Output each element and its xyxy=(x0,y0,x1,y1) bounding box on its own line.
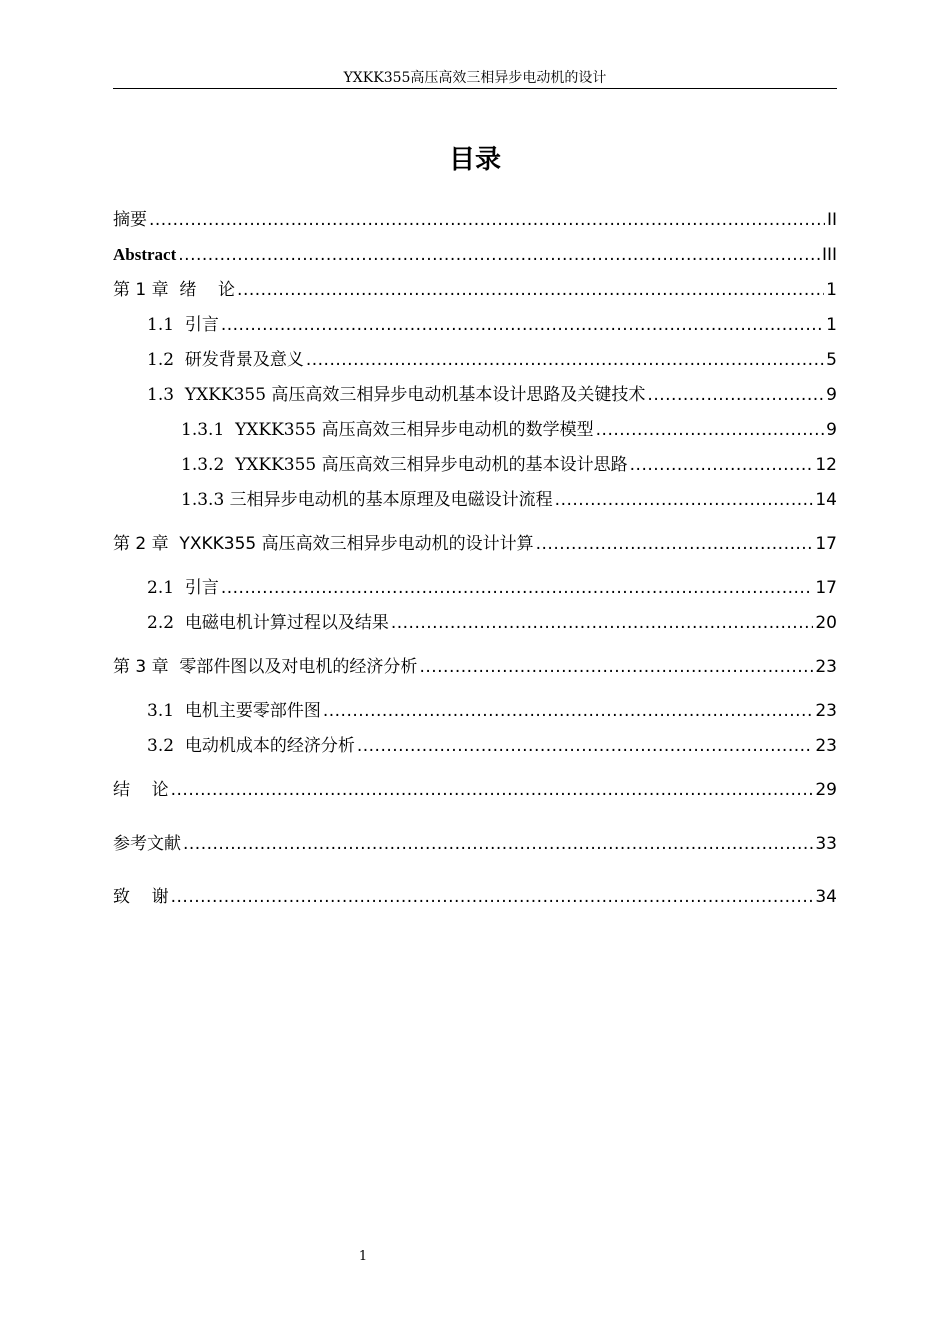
toc-leader-dots xyxy=(555,489,814,511)
toc-entry-label: Abstract xyxy=(113,245,177,264)
toc-entry-label: 2.1 引言 xyxy=(147,578,219,598)
toc-entry-label: 1.3.3 三相异步电动机的基本原理及电磁设计流程 xyxy=(181,490,553,510)
toc-entry-section-3-2[interactable] xyxy=(147,735,837,757)
toc-title: 目录 xyxy=(448,145,501,175)
toc-leader-dots xyxy=(221,314,824,336)
toc-entry-chapter-2[interactable] xyxy=(113,533,837,555)
toc-entry-abstract-cn[interactable] xyxy=(113,209,837,231)
toc-leader-dots xyxy=(171,779,814,801)
running-header: YXKK355高压高效三相异步电动机的设计 xyxy=(343,70,607,86)
toc-leader-dots xyxy=(237,279,824,301)
toc-entry-abstract-en[interactable] xyxy=(113,244,837,266)
toc-entry-page: 9 xyxy=(826,420,837,440)
toc-entry-page: 17 xyxy=(815,534,837,554)
toc-entry-section-1-3-1[interactable] xyxy=(181,419,837,441)
toc-entry-section-3-1[interactable] xyxy=(147,700,837,722)
page-number: 1 xyxy=(358,1249,368,1264)
toc-leader-dots xyxy=(149,209,825,231)
toc-leader-dots xyxy=(178,244,820,266)
toc-entry-references[interactable] xyxy=(113,833,837,855)
toc-entry-label: 1.3 YXKK355 高压高效三相异步电动机基本设计思路及关键技术 xyxy=(147,385,646,405)
toc-entry-page: 14 xyxy=(815,490,837,510)
toc-entry-page: 23 xyxy=(815,701,837,721)
toc-entry-page: 34 xyxy=(815,887,837,907)
header-rule xyxy=(113,88,837,89)
toc-leader-dots xyxy=(536,533,814,555)
toc-leader-dots xyxy=(596,419,825,441)
toc-entry-page: III xyxy=(821,245,837,265)
toc-entry-page: 23 xyxy=(815,657,837,677)
toc-entry-label: 第 3 章 零部件图以及对电机的经济分析 xyxy=(113,657,418,677)
toc-entry-section-1-3-3[interactable] xyxy=(181,489,837,511)
toc-entry-page: 5 xyxy=(826,350,837,370)
toc-entry-conclusion[interactable] xyxy=(113,779,837,801)
toc-entry-label: 1.3.2 YXKK355 高压高效三相异步电动机的基本设计思路 xyxy=(181,455,628,475)
toc-entry-label: 1.1 引言 xyxy=(147,315,219,335)
toc-entry-label: 参考文献 xyxy=(113,834,181,854)
toc-entry-page: II xyxy=(826,210,837,230)
toc-leader-dots xyxy=(221,577,814,599)
toc-entry-page: 1 xyxy=(826,280,837,300)
toc-leader-dots xyxy=(419,656,813,678)
toc-entry-label: 结 论 xyxy=(113,780,169,800)
toc-entry-page: 29 xyxy=(815,780,837,800)
toc-leader-dots xyxy=(306,349,824,371)
toc-entry-label: 致 谢 xyxy=(113,887,169,907)
toc-entry-section-1-1[interactable] xyxy=(147,314,837,336)
toc-leader-dots xyxy=(391,612,814,634)
toc-entry-label: 第 2 章 YXKK355 高压高效三相异步电动机的设计计算 xyxy=(113,534,534,554)
toc-entry-page: 23 xyxy=(815,736,837,756)
toc-entry-section-1-3-2[interactable] xyxy=(181,454,837,476)
toc-leader-dots xyxy=(357,735,814,757)
toc-entry-label: 3.2 电动机成本的经济分析 xyxy=(147,736,355,756)
toc-entry-acknowledgements[interactable] xyxy=(113,886,837,908)
toc-entry-page: 33 xyxy=(815,834,837,854)
toc-entry-label: 2.2 电磁电机计算过程以及结果 xyxy=(147,613,389,633)
toc-entry-section-1-2[interactable] xyxy=(147,349,837,371)
toc-entry-page: 12 xyxy=(815,455,837,475)
toc-entry-chapter-1[interactable] xyxy=(113,279,837,301)
toc-leader-dots xyxy=(647,384,824,406)
toc-entry-label: 1.2 研发背景及意义 xyxy=(147,350,304,370)
toc-entry-label: 3.1 电机主要零部件图 xyxy=(147,701,321,721)
toc-entry-section-2-2[interactable] xyxy=(147,612,837,634)
toc-leader-dots xyxy=(171,886,814,908)
toc-leader-dots xyxy=(630,454,814,476)
toc-entry-label: 1.3.1 YXKK355 高压高效三相异步电动机的数学模型 xyxy=(181,420,594,440)
toc-entry-page: 20 xyxy=(815,613,837,633)
toc-entry-page: 1 xyxy=(826,315,837,335)
toc-entry-page: 17 xyxy=(815,578,837,598)
toc-entry-chapter-3[interactable] xyxy=(113,656,837,678)
toc-leader-dots xyxy=(323,700,814,722)
toc-entry-label: 摘要 xyxy=(113,210,147,230)
toc-leader-dots xyxy=(183,833,813,855)
toc-entry-page: 9 xyxy=(826,385,837,405)
toc-entry-section-1-3[interactable] xyxy=(147,384,837,406)
toc-entry-label: 第 1 章 绪 论 xyxy=(113,280,236,300)
toc-entry-section-2-1[interactable] xyxy=(147,577,837,599)
